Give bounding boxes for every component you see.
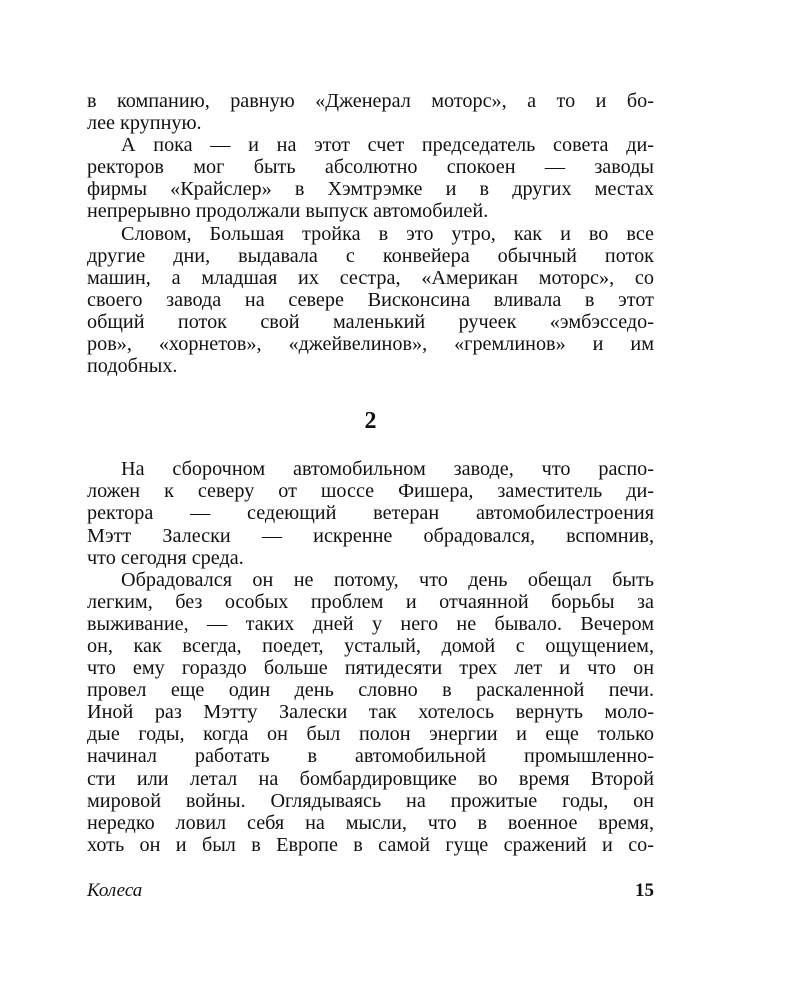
text-line: подобных. <box>87 355 178 378</box>
paragraph-4 <box>87 458 654 568</box>
text-line: Словом, Большая тройка в это утро, как и во все <box>121 222 654 245</box>
chapter-number: 2 <box>364 408 377 435</box>
text-line: в компанию, равную «Дженерал моторс», а то и бо- <box>87 90 654 112</box>
text-line: начинал работать в автомобильной промышленно- <box>87 745 654 768</box>
text-line: машин, а младшая их сестра, «Американ моторс», со <box>87 266 654 289</box>
page-body <box>87 90 654 856</box>
text-line: На сборочном автомобильном заводе, что распо- <box>121 458 654 481</box>
text-line: выживание, — таких дней у него не бывало. Вечером <box>87 612 654 635</box>
text-line: ректоров мог быть абсолютно спокоен — заводы <box>87 156 654 179</box>
text-line: что ему гораздо больше пятидесяти трех лет и что он <box>87 657 654 680</box>
text-line: общий поток свой маленький ручеек «эмбэсседо- <box>87 310 654 333</box>
text-line: непрерывно продолжали выпуск автомобилей. <box>87 200 489 223</box>
text-line: своего завода на севере Висконсина вливала в этот <box>87 288 654 311</box>
text-line: нередко ловил себя на мысли, что в военное время, <box>87 811 654 834</box>
paragraph-2 <box>87 134 654 222</box>
text-line: дые годы, когда он был полон энергии и еще только <box>87 723 654 746</box>
text-line: другие дни, выдавала с конвейера обычный поток <box>87 244 654 267</box>
paragraph-1 <box>87 90 654 134</box>
paragraph-3 <box>87 223 654 378</box>
running-title: Колеса <box>87 880 143 901</box>
text-line: хоть он и был в Европе в самой гуще сражений и со- <box>87 833 654 856</box>
text-line: легким, без особых проблем и отчаянной борьбы за <box>87 590 654 613</box>
text-line: мировой войны. Оглядываясь на прожитые годы, он <box>87 789 654 812</box>
text-line: фирмы «Крайслер» в Хэмтрэмке и в других местах <box>87 178 654 201</box>
text-line: лее крупную. <box>87 112 202 135</box>
text-line: Иной раз Мэтту Залески так хотелось вернуть моло- <box>87 701 654 724</box>
text-line: он, как всегда, поедет, усталый, домой с ощущением, <box>87 634 654 657</box>
text-line: провел еще один день словно в раскаленной печи. <box>87 679 654 702</box>
text-line: что сегодня среда. <box>87 546 244 569</box>
text-line: ров», «хорнетов», «джейвелинов», «гремлинов» и им <box>87 333 654 356</box>
text-line: Мэтт Залески — искренне обрадовался, вспомнив, <box>87 524 654 547</box>
text-line: А пока — и на этот счет председатель совета ди- <box>121 134 654 157</box>
text-line: сти или летал на бомбардировщике во время Второй <box>87 767 654 790</box>
text-line: Обрадовался он не потому, что день обещал быть <box>121 568 654 591</box>
text-line: ложен к северу от шоссе Фишера, заместитель ди- <box>87 480 654 503</box>
text-line: ректора — седеющий ветеран автомобилестроения <box>87 502 654 525</box>
paragraph-5 <box>87 569 654 856</box>
page-number: 15 <box>635 880 654 901</box>
